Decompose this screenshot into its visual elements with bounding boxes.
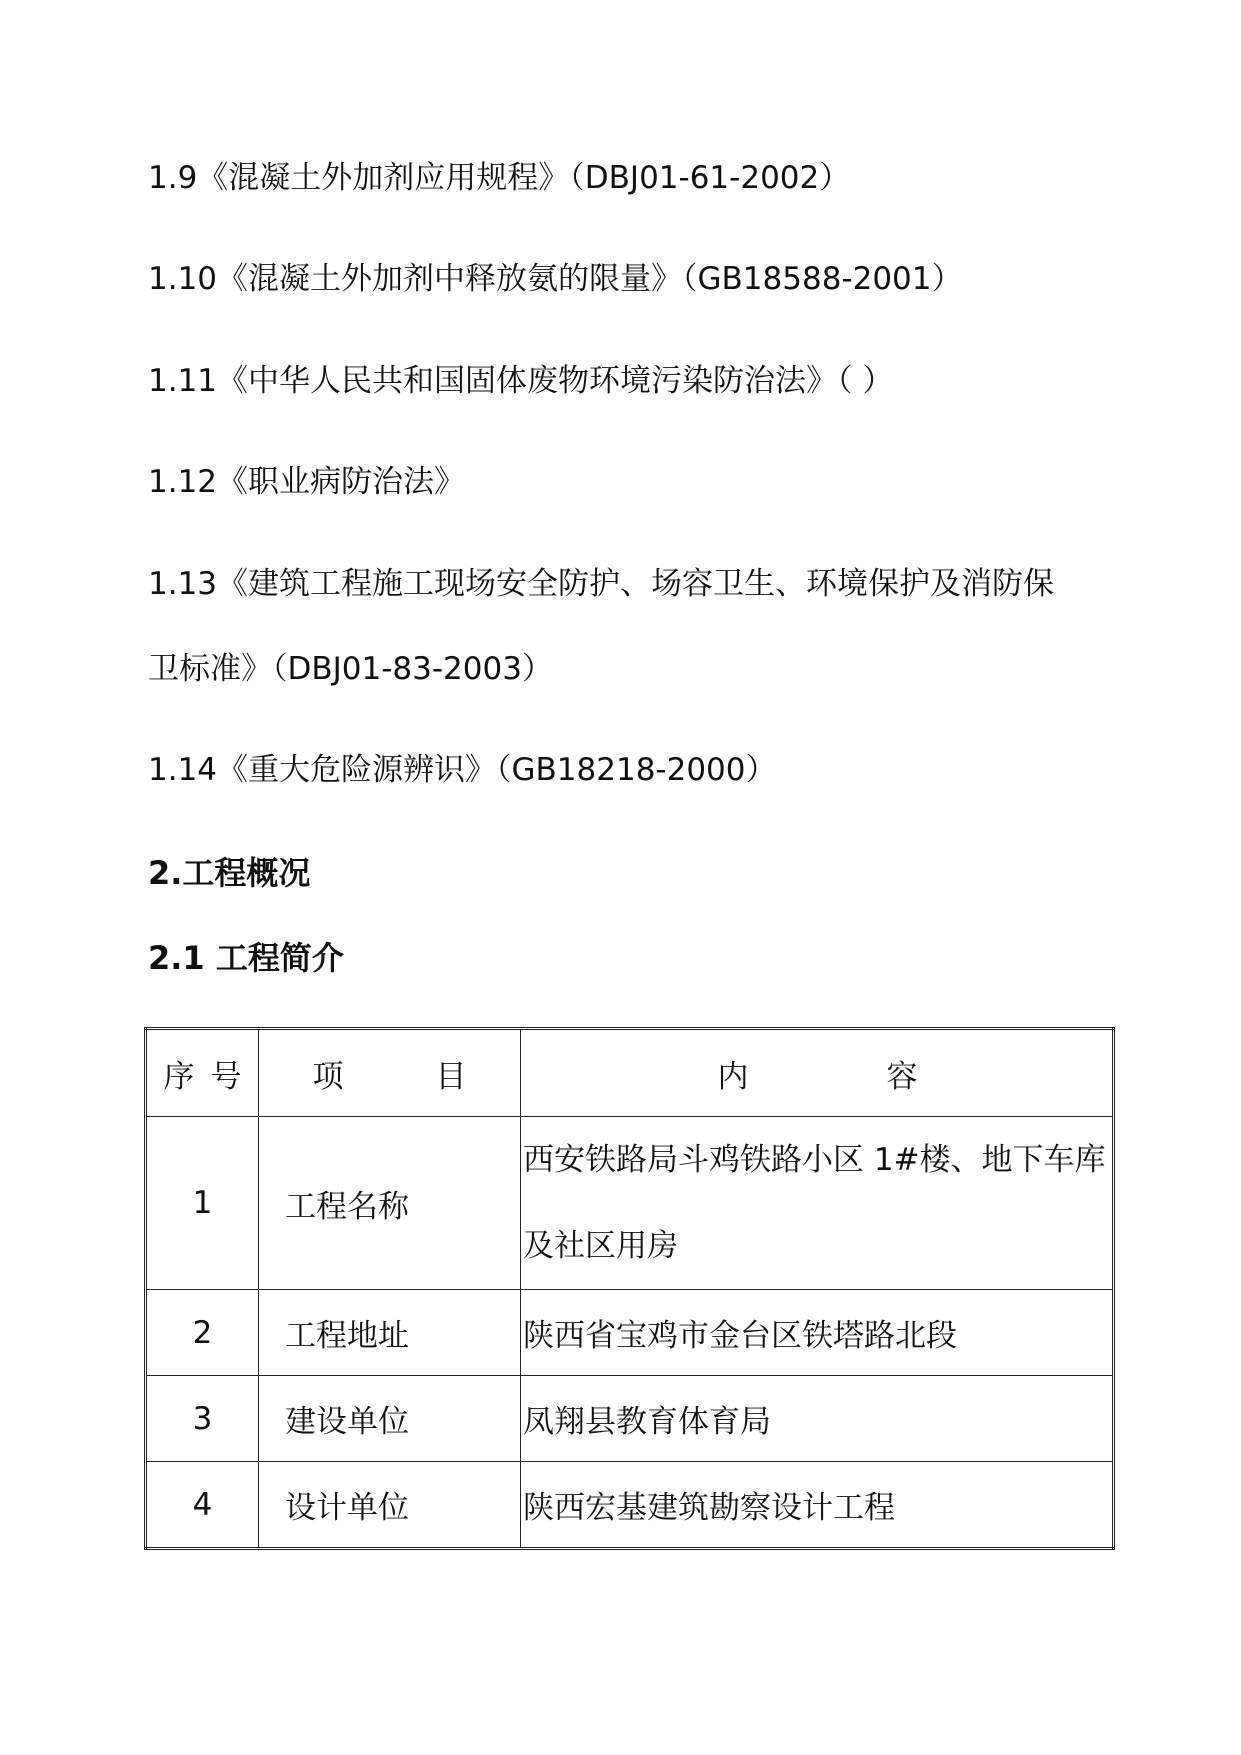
header-item bbox=[259, 1029, 521, 1117]
header-item-char: 目 bbox=[435, 1058, 467, 1095]
row-content: 陕西省宝鸡市金台区铁塔路北段 bbox=[521, 1290, 1114, 1376]
reference-item: 1.14《重大危险源辨识》（GB18218-2000） bbox=[148, 752, 777, 788]
row-content: 陕西宏基建筑勘察设计工程 bbox=[521, 1462, 1114, 1549]
row-no: 4 bbox=[146, 1462, 259, 1549]
row-content: 西安铁路局斗鸡铁路小区 1#楼、地下车库及社区用房 bbox=[521, 1117, 1114, 1290]
reference-item: 1.9《混凝土外加剂应用规程》（DBJ01-61-2002） bbox=[148, 160, 851, 196]
table-header-row bbox=[146, 1029, 1114, 1117]
reference-item: 1.11《中华人民共和国固体废物环境污染防治法》（ ） bbox=[148, 363, 894, 399]
header-item-char: 项 bbox=[312, 1058, 344, 1095]
project-info-table bbox=[144, 1027, 1115, 1550]
row-item: 设计单位 bbox=[259, 1462, 521, 1549]
table-row bbox=[146, 1290, 1114, 1376]
row-no: 3 bbox=[146, 1376, 259, 1462]
reference-item: 1.10《混凝土外加剂中释放氨的限量》（GB18588-2001） bbox=[148, 261, 963, 297]
reference-item: 1.13《建筑工程施工现场安全防护、场容卫生、环境保护及消防保 bbox=[148, 566, 1055, 602]
row-no: 1 bbox=[146, 1117, 259, 1290]
table-row bbox=[146, 1117, 1114, 1290]
row-item: 工程地址 bbox=[259, 1290, 521, 1376]
row-item: 工程名称 bbox=[259, 1117, 521, 1290]
subsection-heading: 2.1 工程简介 bbox=[148, 939, 344, 977]
row-content: 凤翔县教育体育局 bbox=[521, 1376, 1114, 1462]
header-no bbox=[146, 1029, 259, 1117]
header-content-char: 容 bbox=[886, 1058, 918, 1095]
header-content bbox=[521, 1029, 1114, 1117]
row-item: 建设单位 bbox=[259, 1376, 521, 1462]
row-no: 2 bbox=[146, 1290, 259, 1376]
reference-item: 1.12《职业病防治法》 bbox=[148, 464, 466, 500]
reference-item-continuation: 卫标准》（DBJ01-83-2003） bbox=[148, 651, 553, 687]
header-no-char: 号 bbox=[210, 1058, 242, 1095]
table-row bbox=[146, 1462, 1114, 1549]
header-no-char: 序 bbox=[163, 1058, 195, 1095]
header-content-char: 内 bbox=[717, 1058, 749, 1095]
table-row bbox=[146, 1376, 1114, 1462]
section-heading: 2.工程概况 bbox=[148, 854, 311, 892]
